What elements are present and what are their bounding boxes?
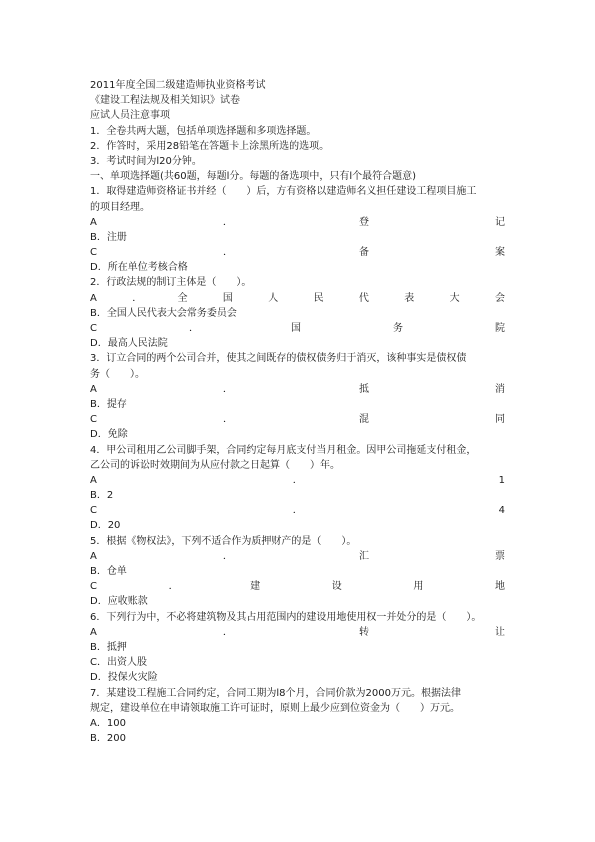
- option-line-justified: [90, 549, 505, 564]
- option-fragment: 建: [250, 581, 261, 593]
- option-fragment: ．: [222, 216, 233, 228]
- option-fragment: 国: [290, 323, 301, 334]
- option-fragment: 登: [358, 216, 369, 228]
- option-fragment: 抵: [358, 383, 369, 395]
- option-fragment: 人: [268, 292, 279, 304]
- option-fragment: ．: [188, 323, 199, 334]
- option-line-justified: [90, 412, 505, 427]
- option-line-justified: [90, 215, 505, 230]
- text-line: D．20: [90, 520, 121, 532]
- notice-heading: 应试人员注意事项: [90, 110, 170, 122]
- option-fragment: 让: [494, 626, 505, 638]
- text-line: D．应收账款: [90, 596, 148, 608]
- option-line-justified: [90, 625, 505, 640]
- option-line-justified: [90, 382, 505, 397]
- option-fragment: C: [90, 247, 97, 259]
- option-fragment: ．: [168, 581, 179, 593]
- text-line: B．提存: [90, 398, 127, 410]
- option-fragment: 国: [222, 292, 233, 304]
- option-fragment: 会: [494, 292, 505, 304]
- text-line: D．投保火灾险: [90, 672, 158, 684]
- option-fragment: 全: [177, 292, 188, 304]
- option-fragment: 代: [358, 292, 369, 304]
- option-fragment: 设: [331, 581, 342, 593]
- text-line: C．出资人股: [90, 657, 147, 669]
- document-page: [90, 78, 505, 746]
- option-fragment: ．: [222, 383, 233, 395]
- option-fragment: ．: [222, 626, 233, 638]
- option-fragment: 记: [494, 216, 505, 228]
- notice-item: 3．考试时间为l20分钟。: [90, 155, 202, 167]
- option-fragment: ．: [222, 414, 233, 426]
- option-fragment: 转: [358, 626, 369, 638]
- text-line: 的项目经理。: [90, 201, 150, 213]
- option-fragment: 票: [494, 550, 505, 562]
- notice-item: 1．全卷共两大题，包括单项选择题和多项选择题。: [90, 125, 317, 137]
- option-fragment: 混: [358, 414, 369, 426]
- text-line: B．注册: [90, 231, 127, 243]
- option-fragment: A: [90, 626, 97, 638]
- text-line: 务（ ）。: [90, 368, 145, 380]
- option-fragment: 院: [494, 323, 505, 334]
- text-line: 5．根据《物权法》，下列不适合作为质押财产的是（ ）。: [90, 535, 357, 547]
- option-fragment: 同: [494, 414, 505, 426]
- option-line-justified: [90, 291, 505, 306]
- option-fragment: 表: [404, 292, 415, 304]
- option-fragment: C: [90, 505, 97, 517]
- text-line: B．200: [90, 733, 126, 745]
- option-fragment: A: [90, 292, 97, 304]
- option-line-justified: [90, 579, 505, 594]
- option-fragment: A: [90, 474, 97, 486]
- text-line: 4．甲公司租用乙公司脚手架，合同约定每月底支付当月租金。因甲公司拖延支付租金，: [90, 444, 477, 456]
- text-line: A．100: [90, 717, 126, 729]
- option-fragment: 用: [413, 581, 424, 593]
- option-fragment: 大: [449, 292, 460, 304]
- option-fragment: 汇: [358, 550, 369, 562]
- text-line: B．全国人民代表大会常务委员会: [90, 307, 237, 319]
- option-line-justified: [90, 473, 505, 488]
- option-fragment: 民: [313, 292, 324, 304]
- question-list: [90, 184, 505, 746]
- text-line: 2．行政法规的制订主体是（ ）。: [90, 277, 252, 289]
- document-title: 2011年度全国二级建造师执业资格考试: [90, 80, 266, 91]
- option-fragment: 4: [498, 505, 505, 517]
- section-heading: 一、单项选择题(共60题，每题l分。每题的备选项中，只有l个最符合题意): [90, 171, 417, 183]
- option-fragment: ．: [132, 292, 143, 304]
- option-fragment: A: [90, 550, 97, 562]
- exam-subject: 《建设工程法规及相关知识》试卷: [90, 95, 240, 107]
- option-line-justified: [90, 245, 505, 260]
- option-line-justified: [90, 321, 505, 336]
- text-line: 7．某建设工程施工合同约定，合同工期为l8个月，合同价款为2000万元。根据法律: [90, 687, 461, 699]
- option-fragment: C: [90, 323, 97, 334]
- text-line: B．抵押: [90, 641, 127, 653]
- text-line: 3．订立合同的两个公司合并，使其之间既存的债权债务归于消灭，该种事实是债权债: [90, 353, 467, 365]
- option-fragment: ．: [292, 505, 303, 517]
- option-fragment: C: [90, 414, 97, 426]
- option-fragment: A: [90, 383, 97, 395]
- option-fragment: ．: [222, 550, 233, 562]
- text-line: 规定，建设单位在申请领取施工许可证时，原则上最少应到位资金为（ ）万元。: [90, 702, 460, 714]
- option-fragment: 务: [392, 323, 403, 334]
- option-fragment: ．: [292, 474, 303, 486]
- option-fragment: 消: [494, 383, 505, 395]
- text-line: 1．取得建造师资格证书并经（ ）后，方有资格以建造师名义担任建设工程项目施工: [90, 186, 477, 198]
- text-line: 6．下列行为中，不必将建筑物及其占用范围内的建设用地使用权一并处分的是（ ）。: [90, 611, 482, 623]
- text-line: D．所在单位考核合格: [90, 262, 188, 274]
- text-line: D．免除: [90, 429, 128, 441]
- text-line: B．2: [90, 490, 114, 502]
- option-fragment: A: [90, 216, 97, 228]
- option-fragment: 备: [358, 247, 369, 259]
- option-fragment: 案: [494, 247, 505, 259]
- option-fragment: C: [90, 581, 97, 593]
- option-fragment: 地: [494, 581, 505, 593]
- text-line: 乙公司的诉讼时效期间为从应付款之日起算（ ）年。: [90, 459, 340, 471]
- option-fragment: 1: [498, 474, 505, 486]
- text-line: B．仓单: [90, 566, 127, 577]
- text-line: D．最高人民法院: [90, 338, 168, 350]
- option-fragment: ．: [222, 247, 233, 259]
- option-line-justified: [90, 503, 505, 518]
- notice-item: 2．作答时，采用28铅笔在答题卡上涂黑所选的选项。: [90, 140, 330, 152]
